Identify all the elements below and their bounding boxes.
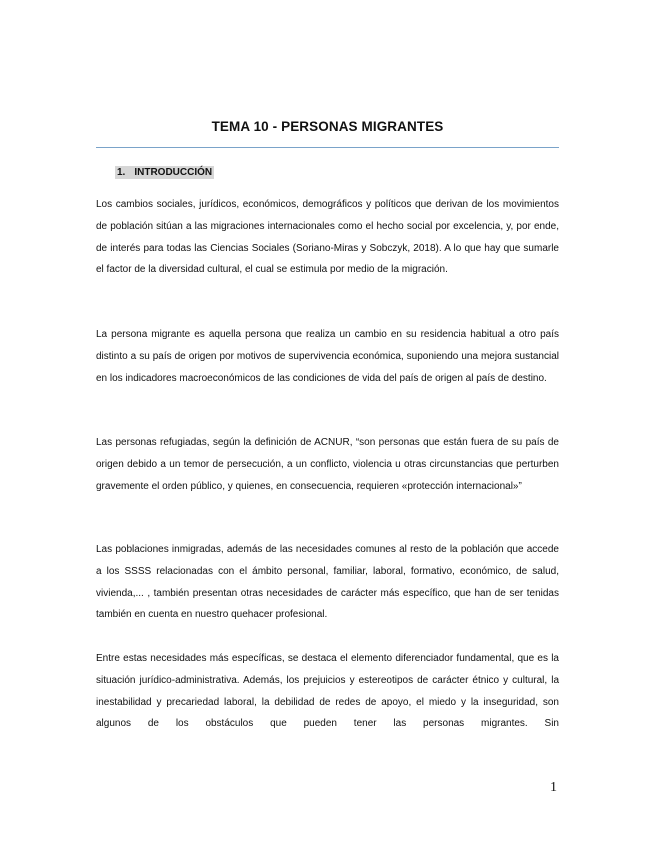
page-number: 1	[550, 780, 557, 795]
section-title: INTRODUCCIÓN	[134, 167, 213, 178]
section-heading	[115, 166, 214, 179]
paragraph-5: Entre estas necesidades más específicas, se destaca el elemento diferenciador fundamental, que es la situación jurídico-administrativa. Además, los prejuicios y estereotipos de carácter étnico y cultural, la inestabilidad y precariedad laboral, la debilidad de redes de apoyo, el miedo y la inseguridad, son algunos de los obstáculos que pueden tener las personas migrantes. Sin	[96, 653, 559, 730]
title-underline	[96, 147, 559, 148]
page-title: TEMA 10 - PERSONAS MIGRANTES	[211, 119, 444, 134]
paragraph-2: La persona migrante es aquella persona que realiza un cambio en su residencia habitual a otro país distinto a su país de origen por motivos de supervivencia económica, suponiendo una mejora sustancial en los indicadores macroeconómicos de las condiciones de vida del país de origen al país de destino.	[96, 329, 559, 384]
section-number: 1.	[117, 167, 126, 178]
paragraph-1: Los cambios sociales, jurídicos, económicos, demográficos y políticos que derivan de los movimientos de población sitúan a las migraciones internacionales como el hecho social por excelencia, y, por ende, de interés para todas las Ciencias Sociales (Soriano-Miras y Sobczyk, 2018). A lo que hay que sumarle el factor de la diversidad cultural, el cual se estimula por medio de la migración.	[96, 199, 559, 276]
paragraph-3: Las personas refugiadas, según la definición de ACNUR, “son personas que están fuera de su país de origen debido a un temor de persecución, a un conflicto, violencia u otras circunstancias que perturben gravemente el orden público, y quienes, en consecuencia, requieren «protección internacional»”	[96, 437, 559, 492]
paragraph-4: Las poblaciones inmigradas, además de las necesidades comunes al resto de la población que accede a los SSSS relacionadas con el ámbito personal, familiar, laboral, formativo, económico, de salud, vivienda,... , también presentan otras necesidades de carácter más específico, que han de ser tenidas también en cuenta en nuestro quehacer profesional.	[96, 544, 559, 621]
